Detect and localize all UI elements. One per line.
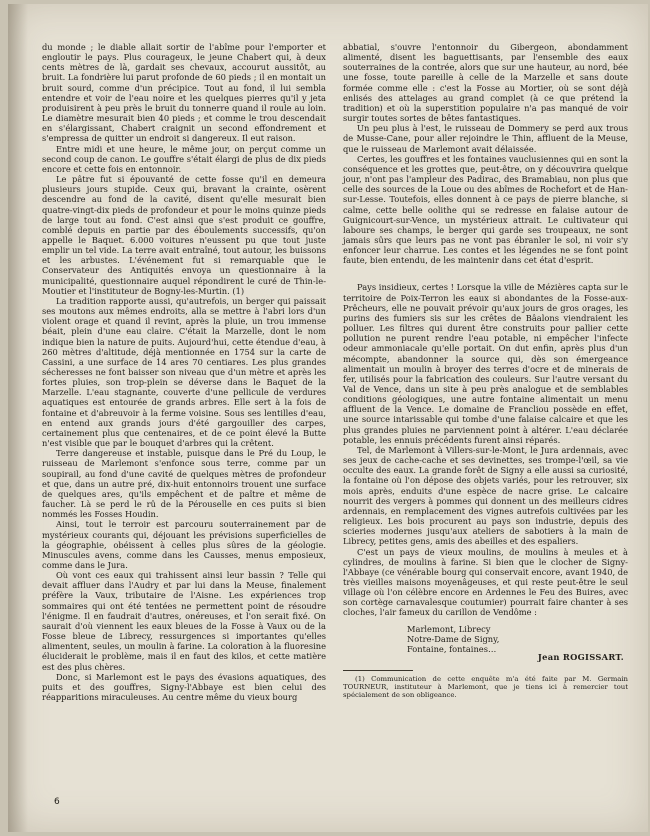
paragraph: La tradition rapporte aussi, qu'autrefois, un berger qui paissait ses moutons aux mêmes endroits, alla se mettre à l'abri lors d'un violent orage et quand il revint, après la pluie, un trou immense béait, plein d'une eau claire. C'était la Marzelle, dont le nom indique bien la nature de puits. Aujourd'hui, cette étendue d'eau, à 260 mètres d'altitude, déjà mentionnée en 1754 sur la carte de Cassini, a une surface de 14 ares 70 centiares. Les plus grandes sécheresses ne font baisser son niveau que d'un mètre et après les fortes pluies, son trop-plein se déverse dans le Baquet de la Marzelle. L'eau stagnante, couverte d'une pellicule de verdures aquatiques est entourée de grands arbres. Elle sert à la fois de fontaine et d'abreuvoir à la ferme voisine. Sous ses lentilles d'eau, en entend aux grands jours d'été gargouiller des carpes, certainement plus que centenaires, et de ce point élevé la Butte n'est visible que par le bouquet d'arbres qui la crêtent.	[42, 295, 326, 449]
left-column	[42, 42, 326, 702]
paragraph: Pays insidieux, certes ! Lorsque la ville de Mézières capta sur le territoire de Poix-Terron les eaux si abondantes de la Fosse-aux-Prêcheurs, elle ne pouvait prévoir qu'aux jours de gros orages, les purins des fumiers sis sur les crêtes de Bâalons viendraient les polluer. Les filtres qui durent être construits pour pallier cette pollution ne purent rendre l'eau potable, ni empêcher l'infecte odeur ammoniacale qu'elle portait. On dut enfin, après plus d'un mécompte, abandonner la source qui, dès son émergeance alimentait un moulin à broyer des terres d'ocre et de minerais de fer, utilisés pour la fabrication des couleurs. Sur l'autre versant du Val de Vence, dans un site à peu près analogue et de semblables conditions géologiques, une autre fontaine alimentait un menu affluent de la Vence. Le domaine de Francliou possède en effet, une source intarissable qui tombe d'une falaise calcaire et que les plus grandes pluies ne parviennent point à altérer. L'eau déclarée potable, les ennuis précédents furent ainsi réparés.	[343, 282, 628, 445]
paragraph: Terre dangereuse et instable, puisque dans le Pré du Loup, le ruisseau de Marlemont s'enfonce sous terre, comme par un soupirail, au fond d'une cavité de quelques mètres de profondeur et que, dans un autre pré, dix-huit entonnoirs trouent une surface de quelques ares, qu'ils empêchent et de paître et même de faucher. Là se perd le rû de la Pérouselle en ces puits si bien nommés les Fosses Houdin.	[42, 448, 326, 520]
poem-line: Fontaine, fontaines…	[407, 644, 497, 655]
paragraph: du monde ; le diable allait sortir de l'abîme pour l'emporter et engloutir le pays. Plus courageux, le jeune Chabert qui, à deux cents mètres de là, gardait ses chevaux, accourut aussitôt, au bruit. La fondrière lui parut profonde de 60 pieds ; il en montait un bruit sourd, comme d'un précipice. Tout au fond, il lui sembla entendre et voir de l'eau noire et les quelques pierres qu'il y jeta produisirent à peu près le bruit du tonnerre quand il roule au loin. Le diamètre mesurait bien 40 pieds ; et comme le trou descendait en s'élargissant, Chabert craignit un second effondrement et s'empressa de quitter un endroit si dangereux. Il eut raison.	[42, 42, 326, 144]
paragraph: abbatial, s'ouvre l'entonnoir du Gibergeon, abondamment alimenté, disent les baguettisants, par l'ensemble des eaux souterraines de la contrée, alors que sur une hauteur, au nord, bée une fosse, toute pareille à celle de la Marzelle et sans doute formée comme elle : c'est la Fosse au Mortier, où se sont déjà enlisés des attelages au grand complet (à ce que prétend la tradition) et où la superstition populaire n'a pas manqué de voir surgir toutes sortes de bêtes fantastiques.	[343, 42, 628, 124]
paragraph: Tel, de Marlemont à Villers-sur-le-Mont, le Jura ardennais, avec ses jeux de cache-cache et ses devinettes, ses trompe-l'œil, sa vie occulte des eaux. La grande forêt de Signy a elle aussi sa curiosité, la fontaine où l'on dépose des objets variés, pour les retrouver, six mois après, enduits d'une espèce de nacre grise. Le calcaire nourrit des vergers à pommes qui donnent un des meilleurs cidres ardennais, en remplacement des vignes autrefois cultivées par les religieux. Les bois procurent au pays son industrie, depuis des scieries modernes jusqu'aux ateliers de sabotiers à la main de Librecy, petites gens, amis des abeilles et des espaliers.	[343, 444, 628, 547]
paragraph: Certes, les gouffres et les fontaines vauclusiennes qui en sont la conséquence et les grottes que, peut-être, on y découvrira quelque jour, n'ont pas l'ampleur des Padirac, des Bramabiau, non plus que celle des sources de la Loue ou des abîmes de Rochefort et de Han-sur-Lesse. Toutefois, elles donnent à ce pays de pierre blanche, si calme, cette belle oolithe qui se redresse en falaise autour de Guignicourt-sur-Vence, un mystérieux attrait. Le cultivateur qui laboure ses champs, le berger qui garde ses troupeaux, ne sont jamais sûrs que leurs pas ne vont pas ébranler le sol, ni voir s'y enfoncer leur charrue. Les contes et les légendes ne se font point faute, bien entendu, de les maintenir dans cet état d'esprit.	[343, 153, 628, 266]
paragraph: Un peu plus à l'est, le ruisseau de Dommery se perd aux trous de Musse-Cane, pour aller rejoindre le Thin, affluent de la Meuse, que le ruisseau de Marlemont avait délaissée.	[343, 123, 628, 154]
poem-verse	[407, 624, 628, 655]
page-number: 6	[54, 797, 60, 807]
poem-line: Marlemont, Librecy	[407, 623, 491, 634]
magazine-page	[8, 4, 648, 832]
footnote: (1) Communication de cette enquête m'a été faite par M. Germain TOURNEUR, instituteur à Marlemont, que je tiens ici à remercier tout spécialement de son obligeance.	[343, 674, 628, 700]
author-signature: Jean ROGISSART.	[537, 652, 624, 663]
paragraph: Où vont ces eaux qui trahissent ainsi leur bassin ? Telle qui devait affluer dans l'Audry et par lui dans la Meuse, finalement préfère la Vaux, tributaire de l'Aisne. Les expériences trop sommaires qui ont été tentées ne permettent point de résoudre l'énigme. Il en faudrait d'autres, onéreuses, et l'on serait fixé. On saurait d'où viennent les eaux bleues de la Fosse à Vaux ou de la Fosse bleue de Librecy, ressurgences si importantes qu'elles alimentent, seules, un moulin à farine. La coloration à la fluoresine éluciderait le problème, mais il en faut des kilos, et cette matière est des plus chères.	[42, 570, 326, 672]
paragraph: Entre midi et une heure, le même jour, on perçut comme un second coup de canon. Le gouffre s'était élargi de plus de dix pieds encore et cette fois en entonnoir.	[42, 143, 326, 174]
poem-line: Notre-Dame de Signy,	[407, 633, 500, 644]
paragraph: Ainsi, tout le terroir est parcouru souterrainement par de mystérieux courants qui, déjouant les prévisions superficielles de la géographie, obéissent à celles plus sûres de la géologie. Minuscules avens, comme dans les Causses, menus emposieux, comme dans le Jura.	[42, 519, 326, 570]
right-column	[343, 42, 628, 699]
paragraph: Le pâtre fut si épouvanté de cette fosse qu'il en demeura plusieurs jours stupide. Ceux qui, bravant la crainte, osèrent descendre au fond de la cavité, disent qu'elle mesurait bien quatre-vingt-dix pieds de profondeur et pour le moins quinze pieds de large tout au fond. C'est ainsi que s'est produit ce gouffre, comblé depuis en partie par des éboulements successifs, qu'on appelle le Baquet. 6.000 voitures n'eussent pu que tout juste emplir un tel vide. La terre avait entraîné, tout autour, les buissons et les arbustes. L'événement fut si remarquable que le Conservateur des Antiquités envoya un questionnaire à la municipalité, questionnaire auquel répondirent le curé de Thin-le-Moutier et l'instituteur de Bogny-les-Murtin. (1)	[42, 174, 326, 296]
footnote-divider	[343, 670, 413, 671]
paragraph: Donc, si Marlemont est le pays des évasions aquatiques, des puits et des gouffres, Signy-l'Abbaye est bien celui des réapparitions miraculeuses. Au centre même du vieux bourg	[42, 671, 326, 702]
paragraph: C'est un pays de vieux moulins, de moulins à meules et à cylindres, de moulins à farine. Si bien que le clocher de Signy-l'Abbaye (ce vénérable bourg qui conservait encore, avant 1940, de très vieilles maisons moyenâgeuses, et qui reste peut-être le seul village où l'on célèbre encore en Ardennes le Feu des Buires, avec son cortège carnavalesque coutumier) pourrait faire chanter à ses cloches, l'air fameux du carillon de Vendôme :	[343, 546, 628, 618]
